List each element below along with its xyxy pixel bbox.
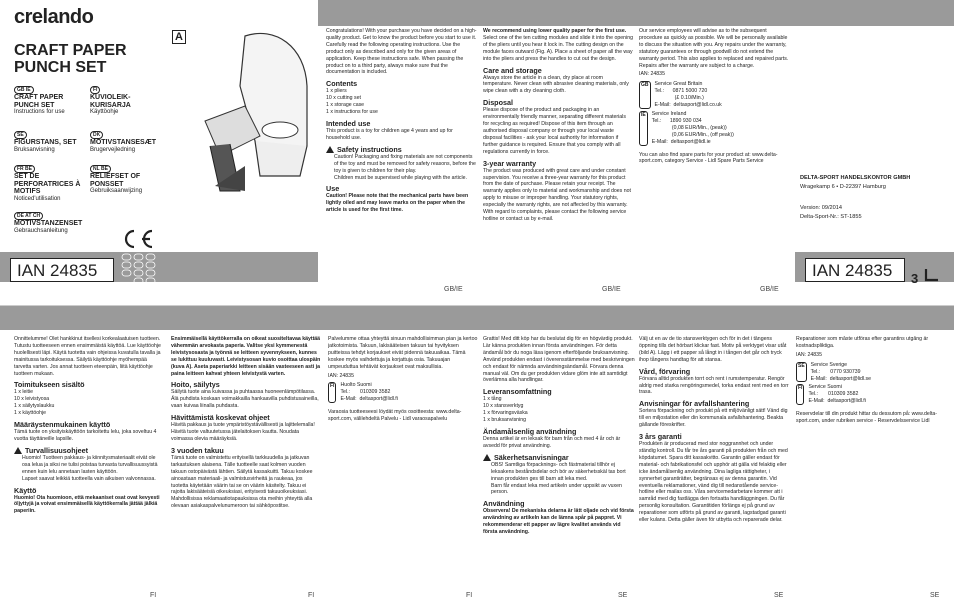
fi-intended: Tämä tuote on yksityiskäyttöön tarkoitettu lelu, joka soveltuu 4 vuotta täyttäneille lapsille. [14, 429, 157, 442]
lang-desc: Noticed'utilisation [14, 195, 61, 202]
address-block [800, 174, 950, 234]
figure-label: A [172, 30, 186, 44]
fi-safety-item: • Lapset saavat leikkiä tuotteella vain aikuisen valvonnassa. [22, 476, 164, 483]
fi-service-text: Huolto Suomi Tel.: 010309 3582 E-Mail: deltasport@lidl.fi [340, 382, 398, 403]
footer-se-3: SE [930, 592, 940, 599]
se-contents: 1 x tång 10 x stansverktyg 1 x förvaringsväska 1 x bruksanvisning [483, 396, 528, 424]
flag-ie-icon: IE [639, 111, 648, 146]
warning-icon [326, 146, 334, 153]
lang-desc: Instructions for use [14, 109, 65, 115]
lang-chip: FR BE [14, 165, 35, 173]
se-use: Observera! De mekaniska delarna är lätt oljade och vid första användning av artikeln kan de lämna spår på pappret. Vi rekommenderar ett papper av lägre kvalitet används vid första användning. [483, 508, 634, 536]
se-disposal: Sortera förpackning och produkt på ett miljövänligt sätt! Vänd dig till en miljostation eller din kommunala avfallshantering. Beakta gällande föreskrifter. [639, 408, 788, 429]
se-warranty-heading: 3 års garanti [639, 432, 682, 442]
care-heading: Care and storage [483, 65, 542, 75]
fi-intro: Onnittelumme! Olet hankkinut itsellesi korkealaatuisen tuotteen. Tutustu tuotteeseen ennen ensimmäistä käyttöä. Lue käyttöohje huolellisesti läpi. Käytä tuotetta vain ohjeissa kuvatulla tavalla ja mainitussa tarkoituksessa. Säilytä käyttöohje myöhempää tarvetta varten. Jos annat tuotteen eteenpäin, liitä käyttöohje tuotteen mukaan. [14, 336, 161, 377]
corner-mark-icon [924, 268, 940, 282]
disposal-heading: Disposal [483, 98, 513, 108]
company-name: DELTA-SPORT HANDELSKONTOR GMBH [800, 175, 911, 181]
se-safety-item: • Barn får endast leka med artikeln under uppsikt av vuxen person. [491, 483, 635, 497]
use-heading: Use [326, 184, 340, 194]
se-usage: Välj ut en av de tio stansverktygen och för in det i tångens öppning tills det hörbart klickar fast. Motiv på verktyget visar utåt (bild A). Lägg i ett papper så långt in i tången det går och tryck ihop tångens handtag för att stansa. [639, 336, 787, 363]
fi-spare-parts: Varaosia tuotteeseesi löydät myös osoitteesta: www.delta-sport.com, välilehdeltä Palvelu - Lidl varaosapalvelu [328, 409, 462, 423]
fi-care-heading: Hoito, säilytys [171, 380, 220, 390]
lang-fr [14, 165, 89, 203]
fi-use-heading: Käyttö [14, 485, 37, 495]
fi-safety-heading [14, 446, 164, 455]
pliers-illustration-icon [185, 26, 315, 196]
safety-item: • Children must be supervised while playing with the article. [334, 175, 478, 182]
se-warranty: Produkten är producerad med stor noggrannhet och under ständig kontroll. Du får tre års garanti på produkten från och med köpdatumet. Spara ditt kassakvitto. Garantin gäller endast för material- och fabrikationsfel och upphör att gälla vid felaktig eller icke ändamålsenlig användning. Dina lagliga rättigheter, i synnerhet garantirätter, begränsas ej av denna garantin. Vid eventuella reklamationer, vänd dig till nedanstående service-hotline eller mailas oss. Våra servicemedarbetare kommer att i samråd med dig fastlägga den fortsatta handläggningen. Du får personlig konsultation. Garantitiden förlängs ej på grund av reparationer som utförts på grund av garanti, lagstadgad garanti eller kulans. Detta gäller även för utbytta och reparerade delar. [639, 441, 788, 524]
fi-usage: Ensimmäisellä käyttökerralla on oikeat suositeltavaa käyttää vähemmän arvokasta paperia. Valitse yksi kymmenestä leivistysosasta ja työnnä se leitteen syvennykseen, kunnes se lukittuu kuuluvasti. Leivistysosan kuvio osoittaa ulospäin (kuva A). Aseta paperiarkki leitteen sisään vasteeseen asti ja paina leitteen kahvat yhteen leivistystä varten. [171, 336, 321, 377]
use-text: Caution! Please note that the mechanical parts have been lightly oiled and may leave marks on the paper when the article is used for the first time. [326, 193, 469, 214]
footer-se-1: SE [618, 592, 628, 599]
lang-desc: Bruksanvisning [14, 146, 55, 153]
fi-use: Huomio! Ota huomioon, että mekaaniset osat ovat kevyesti öljyttyjä ja voivat ensimmäisellä käyttökerralla jättää jälkiä paperiin. [14, 494, 160, 515]
fi-disposal-heading: Hävittämistä koskevat ohjeet [171, 413, 270, 423]
flag-gb-icon: GB [639, 81, 651, 109]
lang-chip: DE AT CH [14, 212, 43, 220]
se-intro: Grattis! Med ditt köp har du beslutat dig för en högvärdig produkt. Lär känna produkten innan första användningen. För detta ändamål bör du noga läsa igenom efterföljande bruksanvisning. Använd produkten endast i överensstämmelse med beskrivningen och endast för nämnda användningsändamål. Förvara denna manual väl. Om du ger produkten vidare glöm inte att samtidigt överlämna alla handlingar. [483, 336, 635, 384]
se-safety-heading-text: Säkerhetsanvisningar [494, 452, 569, 462]
contents-heading: Contents [326, 79, 358, 89]
lang-gb [14, 86, 89, 116]
se-safety-item: • OBS! Samtliga förpacknings- och fästmaterial tillhör ej leksakens beståndsdelar och bör av säkerhetsskäl tas bort innan produkten ges till barn att leka med. [491, 462, 635, 483]
lang-name: FIGURSTANS, SET [14, 139, 77, 146]
footer-gb-1: GB/IE [444, 286, 463, 293]
page-bottom [0, 306, 954, 612]
company-address: Wragekamp 6 • D-22397 Hamburg [800, 184, 886, 190]
fi-contents: 1 x leitie 10 x leivistyosa 1 x säilytyslaukku 1 x käyttöohje [14, 389, 55, 417]
spare-parts-text: You can also find spare parts for your product at: www.delta-sport.com, category Service - Lidl Spare Parts Service [639, 151, 778, 165]
col-se-2 [639, 336, 791, 588]
flag-fi-icon: FI [328, 382, 336, 403]
se-ian: IAN: 24835 [796, 351, 822, 358]
lang-name: SET DE PERFORATRICES À MOTIFS [14, 173, 81, 195]
lang-chip: DK [90, 131, 103, 139]
bottom-band [0, 306, 954, 330]
product-title: CRAFT PAPER PUNCH SET [14, 42, 127, 76]
fi-disposal: Hävitä pakkaus ja tuote ympäristöystävällisesti ja lajittelemalla! Hävitä tuote valtuutetussa jätelaitoksen kautta. Noudata voimassa olevia määräyksiä. [171, 422, 315, 442]
se-use-heading: Användning [483, 499, 525, 509]
fi-contents-heading: Toimitukseen sisältö [14, 380, 85, 390]
warranty-text: The product was produced with great care and under constant supervision. You receive a three-year warranty for this product from the date of purchase. Please retain your receipt. The warranty applies only to material and workmanship and does not apply to misuse or improper handling. Your statutory rights, especially the warranty rights, are not affected by this warranty. With regard to complaints, please contact the following service hotline or contact us by e-mail. [483, 167, 631, 222]
se-care: Förvara alltid produkten torrt och rent i rumstemperatur. Rengör aldrig med starka rengöringsmedel, torka endast rent med en torr trasa. [639, 375, 789, 396]
lang-desc: Käyttöohje [90, 109, 119, 115]
lang-fi [90, 86, 160, 116]
disposal-text: Please dispose of the product and packaging in an environmentally friendly manner, separating different materials for recycling as required! Dispose of this item through an authorised disposal company or through your local waste disposal facilities - ask your local authority for information if further guidance is required. Ensure that you comply with all regulations currently in force. [483, 107, 626, 155]
page-number: 3 [911, 271, 919, 286]
lang-chip: FI [90, 86, 100, 94]
footer-fi-1: FI [150, 592, 157, 599]
se-service-fi-text: Service Suomi Tel.: 010309 3582 E-Mail: deltasport@lidl.fi [808, 384, 866, 405]
service-ie [639, 111, 791, 146]
footer-se-2: SE [774, 592, 784, 599]
fi-service-intro: Palvelumme ottaa yhteyttä sinuun mahdollisimman pian ja kertoo jatkotoimista. Takuun, lakisääteisen takuun tai hyvityksen puitteissa tehdyt korjaukset eivät pidennä takuuaikaa. Tämä koskee myös vaihdettuja ja korjattuja osia. Takuuajan umpeuduttua tehtävät korjaukset ovat maksullisia. [328, 336, 478, 370]
fi-intended-heading: Määräystenmukainen käyttö [14, 420, 111, 430]
contents-list: 1 x pliers 10 x cutting set 1 x storage case 1 x instructions for use [326, 88, 378, 116]
fi-care: Säilytä tuote aina kuivassa ja puhtaassa huoneenlämpötilassa. Älä puhdista koskaan voimakkailla hankaavilla puhdistusaineilla, vaan kuivaa liinalla puhdasta. [171, 389, 319, 410]
service-gb [639, 81, 791, 109]
se-repairs: Reparationer som måste utföras efter garantins utgång är kostnadspliktiga. [796, 336, 929, 349]
se-disposal-heading: Anvisningar för avfallshantering [639, 399, 750, 409]
col-fi-3 [328, 336, 478, 588]
lang-chip: GB IE [14, 86, 34, 94]
lang-desc: Gebruiksaanwijzing [90, 188, 143, 194]
brand-logo: crelando [14, 6, 94, 28]
fi-safety-item: • Huomio! Tuotteen pakkaus- ja kiinnitysmateriaalit eivät ole osa lelua ja siksi ne tulisi poistaa turvasta turvallisuussyistä ennen kuin lelu annetaan lasten käyttöön. [22, 455, 164, 476]
country-chips-icon [120, 253, 160, 289]
lang-nl [90, 165, 160, 195]
col-gb-2 [483, 28, 633, 280]
col-se-3 [796, 336, 948, 588]
footer-fi-2: FI [308, 592, 315, 599]
safety-heading-text: Safety instructions [337, 144, 402, 154]
intended-text: This product is a toy for children age 4 years and up for household use. [326, 127, 453, 141]
lang-desc: Brugervejledning [90, 146, 136, 153]
flag-se-icon: SE [796, 362, 807, 383]
warning-icon [483, 454, 491, 461]
col-gb-1 [326, 28, 478, 280]
ian-line: IAN: 24835 [639, 71, 665, 78]
se-safety-heading [483, 453, 635, 462]
fi-service [328, 382, 478, 403]
lang-name: RELIËFSET OF PONSSET [90, 173, 141, 188]
footer-gb-2: GB/IE [602, 286, 621, 293]
se-spare-parts: Reservdelar till din produkt hittar du dessutom på: www.delta-sport.com, under rubriken service - Reservdelsservice Lidl [796, 411, 937, 425]
lang-name: MOTIVSTANSESÆT [90, 139, 156, 146]
service-intro: Our service employees will advise as to the subsequent procedure as quickly as possible. We will be personally available to discuss the situation with you. Any repairs under the warranty, statutory guarantees or through goodwill do not extend the warranty period. This also applies to replaced and repaired parts. Repairs after the warranty are subject to a charge. [639, 28, 789, 69]
se-intended: Denna artikel är en leksak för barn från och med 4 år och är avsedd för privat användning. [483, 435, 621, 449]
lang-desc: Gebrauchsanleitung [14, 227, 68, 234]
se-contents-heading: Leveransomfattning [483, 387, 552, 397]
lang-chip: SE [14, 131, 27, 139]
lang-chip: NL BE [90, 165, 111, 173]
lang-dk [90, 131, 160, 154]
ian-box: IAN 24835 [10, 258, 114, 282]
care-text: Always store the article in a clean, dry place at room temperature. Never clean with abrasive cleaning materials, only wipe clean with a dry cleaning cloth. [483, 74, 629, 95]
flag-fi-icon: FI [796, 384, 804, 405]
col-gb-3 [639, 28, 791, 280]
footer-gb-3: GB/IE [760, 286, 779, 293]
safety-item: • Caution! Packaging and fixing materials are not components of the toy and must be removed for safety reasons, before the toy is given to children for their play. [334, 154, 478, 175]
delta-sport-number: Delta-Sport-Nr.: ST-1855 [800, 214, 862, 220]
se-service [796, 362, 948, 383]
fi-warranty: Tämä tuote on valmistettu erityisellä tarkkuudella ja jatkuvan tarkastuksen alaisena. Tälle tuotteelle saat kolmen vuoden takuun ostopäivästä lähtien. Säilytä kassakuitti. Takuu koskee ainoastaan materiaali- ja valmistusvirheitä ja raukeaa, jos tuotetta käytetään väärin tai se on väärin käsitelty. Takuu ei rajoita lakisääteisiä oikeuksiasi, erityisesti takuuoikeuksiasi. Mahdollisissa reklamaatiotapauksissa ota meihin yhteyttä alla olevaan asiakaspalvelunumeroon tai sähköpostitse. [171, 454, 313, 510]
warning-icon [14, 447, 22, 454]
ian-box-back: IAN 24835 [805, 258, 905, 282]
fi-warranty-heading: 3 vuoden takuu [171, 445, 224, 455]
usage-steps: Select one of the ten cutting modules and slide it into the opening of the pliers until you hear it lock in. The cutting design on the module faces outward (Fig. A). Place a sheet of paper all the way into the pliers and press the handles to cut out the design. [483, 34, 633, 62]
footer-fi-3: FI [466, 592, 473, 599]
lang-name: MOTIVSTANZENSET [14, 220, 83, 227]
lang-se [14, 131, 89, 154]
se-care-heading: Vård, förvaring [639, 366, 691, 376]
fi-safety-heading-text: Turvallisuusohjeet [25, 445, 88, 455]
se-service-text: Service Sverige Tel.: 0770 930739 E-Mail: deltasport@lidl.se [810, 361, 872, 382]
lang-name: CRAFT PAPER PUNCH SET [14, 94, 64, 109]
version-text: Version: 09/2014 [800, 205, 842, 211]
recommend-text: We recommend using lower quality paper for the first use. [483, 28, 627, 34]
warranty-heading: 3-year warranty [483, 158, 537, 168]
lang-de [14, 212, 94, 235]
se-intended-heading: Ändamålsenlig användning [483, 426, 577, 436]
lang-name: KUVIOLEIKKURISARJA [90, 94, 131, 109]
col-fi-2 [171, 336, 321, 588]
intended-heading: Intended use [326, 118, 371, 128]
se-service-fi [796, 384, 948, 405]
service-ie-text: Service Ireland Tel.: 1890 930 034 (0,08 EUR/Min., (peak)) (0,06 EUR/Min., (off peak)) E-Mail: deltasport@lidl.ie [651, 110, 734, 145]
fi-ian: IAN: 24835 [328, 372, 354, 379]
safety-heading [326, 145, 478, 154]
ce-mark-icon [120, 228, 160, 250]
service-gb-text: Service Great Britain Tel.: 0871 5000 720 (£ 0.10/Min.) E-Mail: deltasport@lidl.co.uk [654, 81, 722, 109]
intro-text: Congratulations! With your purchase you have decided on a high-quality product. Get to know the product before you start to use it. Carefully read the following operating instructions. Use the product only as described and only for the given areas of application. Keep these instructions safe. When passing the product on to a third party, always make sure that the documentation is included. [326, 28, 477, 76]
col-fi-1 [14, 336, 164, 588]
col-se-1 [483, 336, 635, 588]
